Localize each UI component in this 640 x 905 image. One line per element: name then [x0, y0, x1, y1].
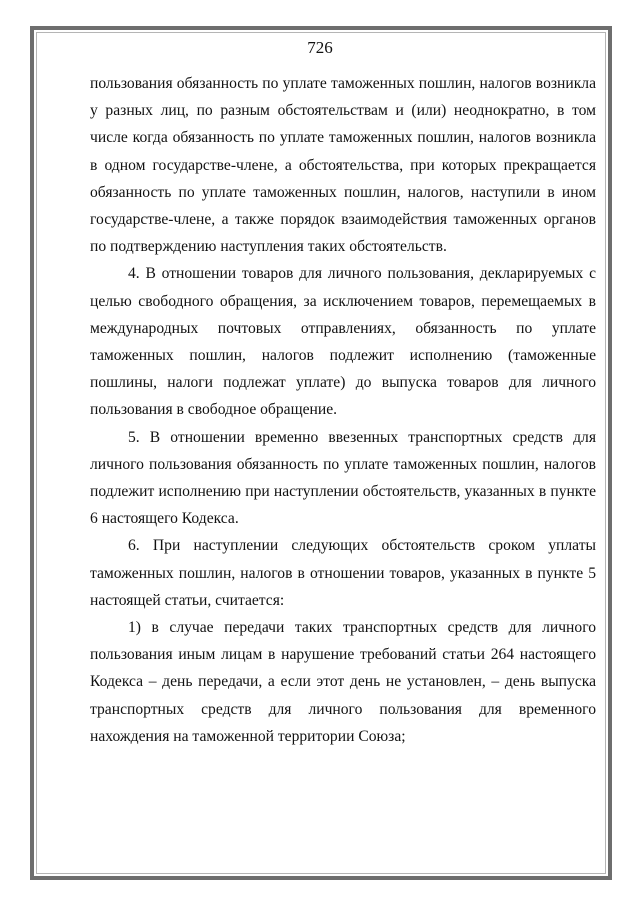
paragraph-item-4: 4. В отношении товаров для личного пользования, декларируемых с целью свободного обращения, за исключением товаров, перемещаемых в международных почтовых отправлениях, обязанность по уплате таможенных пошлин, налогов подлежит исполнению (таможенные пошлины, налоги подлежат уплате) до выпуска товаров для личного пользования в свободное обращение. — [90, 265, 596, 419]
page-number: 726 — [307, 38, 333, 57]
paragraph-item-6: 6. При наступлении следующих обстоятельств сроком уплаты таможенных пошлин, налогов в отношении товаров, указанных в пункте 5 настоящей статьи, считается: — [90, 537, 596, 609]
paragraph-item-5: 5. В отношении временно ввезенных транспортных средств для личного пользования обязанность по уплате таможенных пошлин, налогов подлежит исполнению при наступлении обстоятельств, указанных в пункте 6 настоящего Кодекса. — [90, 428, 596, 528]
paragraph-continuation: пользования обязанность по уплате таможенных пошлин, налогов возникла у разных лиц, по разным обстоятельствам и (или) неоднократно, в том числе когда обязанность по уплате таможенных пошлин, налогов возникла в одном государстве-члене, а обстоятельства, при которых прекращается обязанность по уплате таможенных пошлин, налогов, наступили в ином государстве-члене, а также порядок взаимодействия таможенных органов по подтверждению наступления таких обстоятельств. — [90, 75, 596, 256]
document-body — [90, 70, 596, 750]
paragraph-subitem-1: 1) в случае передачи таких транспортных средств для личного пользования иным лицам в нарушение требований статьи 264 настоящего Кодекса – день передачи, а если этот день не установлен, – день выпуска транспортных средств для личного пользования для временного нахождения на таможенной территории Союза; — [90, 619, 596, 745]
